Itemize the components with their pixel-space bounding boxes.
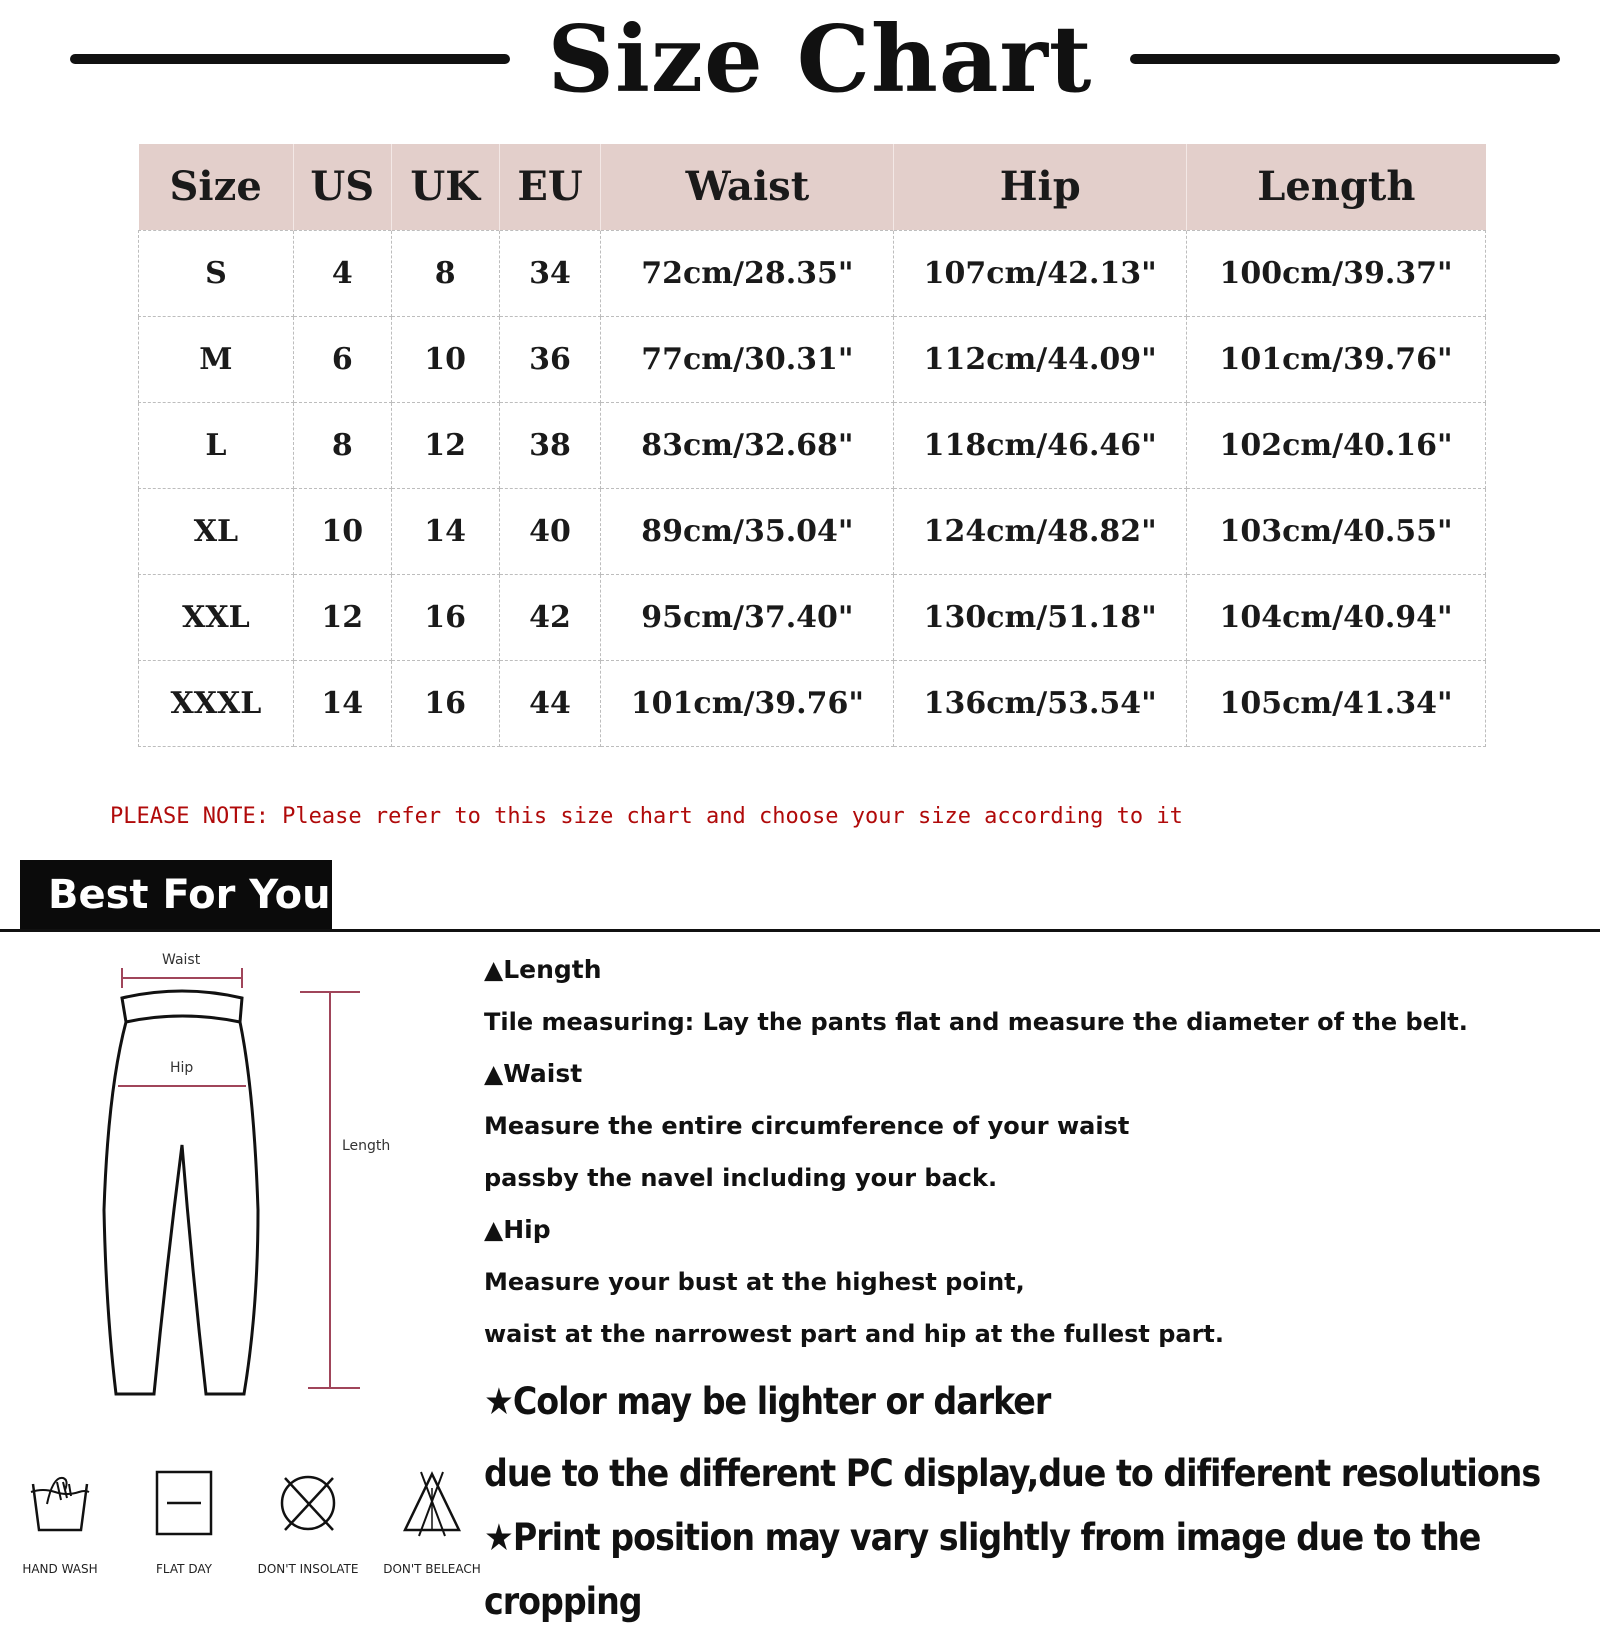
header-us: US [293, 144, 391, 230]
care-label: DON'T BELEACH [383, 1562, 481, 1576]
care-dont-insolate [248, 1468, 368, 1576]
length-heading: ▲Length [484, 955, 602, 984]
header-size: Size [139, 144, 294, 230]
cell-hip: 112cm/44.09" [894, 316, 1187, 402]
table-row [139, 230, 1486, 316]
cell-us: 4 [293, 230, 391, 316]
header-hip: Hip [894, 144, 1187, 230]
cell-size: S [139, 230, 294, 316]
cell-us: 14 [293, 660, 391, 746]
table-row [139, 574, 1486, 660]
table-row [139, 488, 1486, 574]
table-row [139, 660, 1486, 746]
title-rule-left [70, 54, 510, 64]
waist-text-1: Measure the entire circumference of your waist [484, 1112, 1130, 1140]
diagram-hip-label: Hip [170, 1060, 194, 1076]
table-header-row [139, 144, 1486, 230]
title-area [0, 0, 1600, 120]
cell-hip: 107cm/42.13" [894, 230, 1187, 316]
dont-insolate-icon [273, 1468, 343, 1538]
best-for-you-banner: Best For You [20, 860, 332, 930]
dont-bleach-icon [397, 1468, 467, 1538]
cell-length: 101cm/39.76" [1187, 316, 1486, 402]
table-row [139, 402, 1486, 488]
cell-eu: 42 [499, 574, 601, 660]
cell-uk: 10 [391, 316, 499, 402]
pants-measurement-diagram [90, 950, 410, 1420]
care-label: FLAT DAY [156, 1562, 212, 1576]
care-flat-dry [124, 1468, 244, 1576]
cell-eu: 36 [499, 316, 601, 402]
cell-hip: 136cm/53.54" [894, 660, 1187, 746]
cell-eu: 44 [499, 660, 601, 746]
cell-hip: 130cm/51.18" [894, 574, 1187, 660]
cell-hip: 118cm/46.46" [894, 402, 1187, 488]
cell-us: 12 [293, 574, 391, 660]
cell-uk: 16 [391, 660, 499, 746]
header-eu: EU [499, 144, 601, 230]
diagram-length-label: Length [342, 1138, 391, 1154]
cell-length: 105cm/41.34" [1187, 660, 1486, 746]
length-text: Tile measuring: Lay the pants flat and measure the diameter of the belt. [484, 1008, 1468, 1036]
hip-heading: ▲Hip [484, 1215, 551, 1244]
care-label: HAND WASH [22, 1562, 98, 1576]
cell-uk: 14 [391, 488, 499, 574]
title-rule-right [1130, 54, 1560, 64]
cell-waist: 101cm/39.76" [601, 660, 894, 746]
header-length: Length [1187, 144, 1486, 230]
header-uk: UK [391, 144, 499, 230]
waist-heading: ▲Waist [484, 1059, 583, 1088]
cell-waist: 89cm/35.04" [601, 488, 894, 574]
diagram-waist-label: Waist [162, 952, 201, 968]
waist-text-2: passby the navel including your back. [484, 1164, 998, 1192]
cell-eu: 40 [499, 488, 601, 574]
cell-size: XXL [139, 574, 294, 660]
header-waist: Waist [601, 144, 894, 230]
measuring-instructions [484, 950, 1584, 1634]
cell-size: XL [139, 488, 294, 574]
pants-outline-icon [90, 950, 410, 1420]
cell-uk: 8 [391, 230, 499, 316]
cell-size: XXXL [139, 660, 294, 746]
hip-text-2: waist at the narrowest part and hip at the fullest part. [484, 1320, 1225, 1348]
flat-dry-icon [149, 1468, 219, 1538]
cell-us: 6 [293, 316, 391, 402]
cell-uk: 16 [391, 574, 499, 660]
table-row [139, 316, 1486, 402]
cell-size: M [139, 316, 294, 402]
cell-waist: 77cm/30.31" [601, 316, 894, 402]
please-note: PLEASE NOTE: Please refer to this size chart and choose your size according to it [110, 804, 1183, 829]
cell-waist: 95cm/37.40" [601, 574, 894, 660]
cell-hip: 124cm/48.82" [894, 488, 1187, 574]
hand-wash-icon [25, 1468, 95, 1538]
cell-length: 104cm/40.94" [1187, 574, 1486, 660]
page-title: Size Chart [547, 5, 1093, 113]
hip-text-1: Measure your bust at the highest point, [484, 1268, 1025, 1296]
cell-size: L [139, 402, 294, 488]
color-note-2: due to the different PC display,due to dififerent resolutions [484, 1452, 1541, 1495]
cell-uk: 12 [391, 402, 499, 488]
section-divider [0, 929, 1600, 932]
cell-us: 8 [293, 402, 391, 488]
cell-length: 103cm/40.55" [1187, 488, 1486, 574]
cell-us: 10 [293, 488, 391, 574]
print-note: ★Print position may vary slightly from image due to the cropping [484, 1516, 1481, 1623]
care-label: DON'T INSOLATE [257, 1562, 359, 1576]
cell-waist: 72cm/28.35" [601, 230, 894, 316]
care-hand-wash [0, 1468, 120, 1576]
cell-eu: 34 [499, 230, 601, 316]
cell-eu: 38 [499, 402, 601, 488]
color-note-1: ★Color may be lighter or darker [484, 1380, 1051, 1423]
size-table [138, 144, 1486, 747]
cell-length: 100cm/39.37" [1187, 230, 1486, 316]
cell-length: 102cm/40.16" [1187, 402, 1486, 488]
care-dont-bleach [372, 1468, 492, 1576]
cell-waist: 83cm/32.68" [601, 402, 894, 488]
